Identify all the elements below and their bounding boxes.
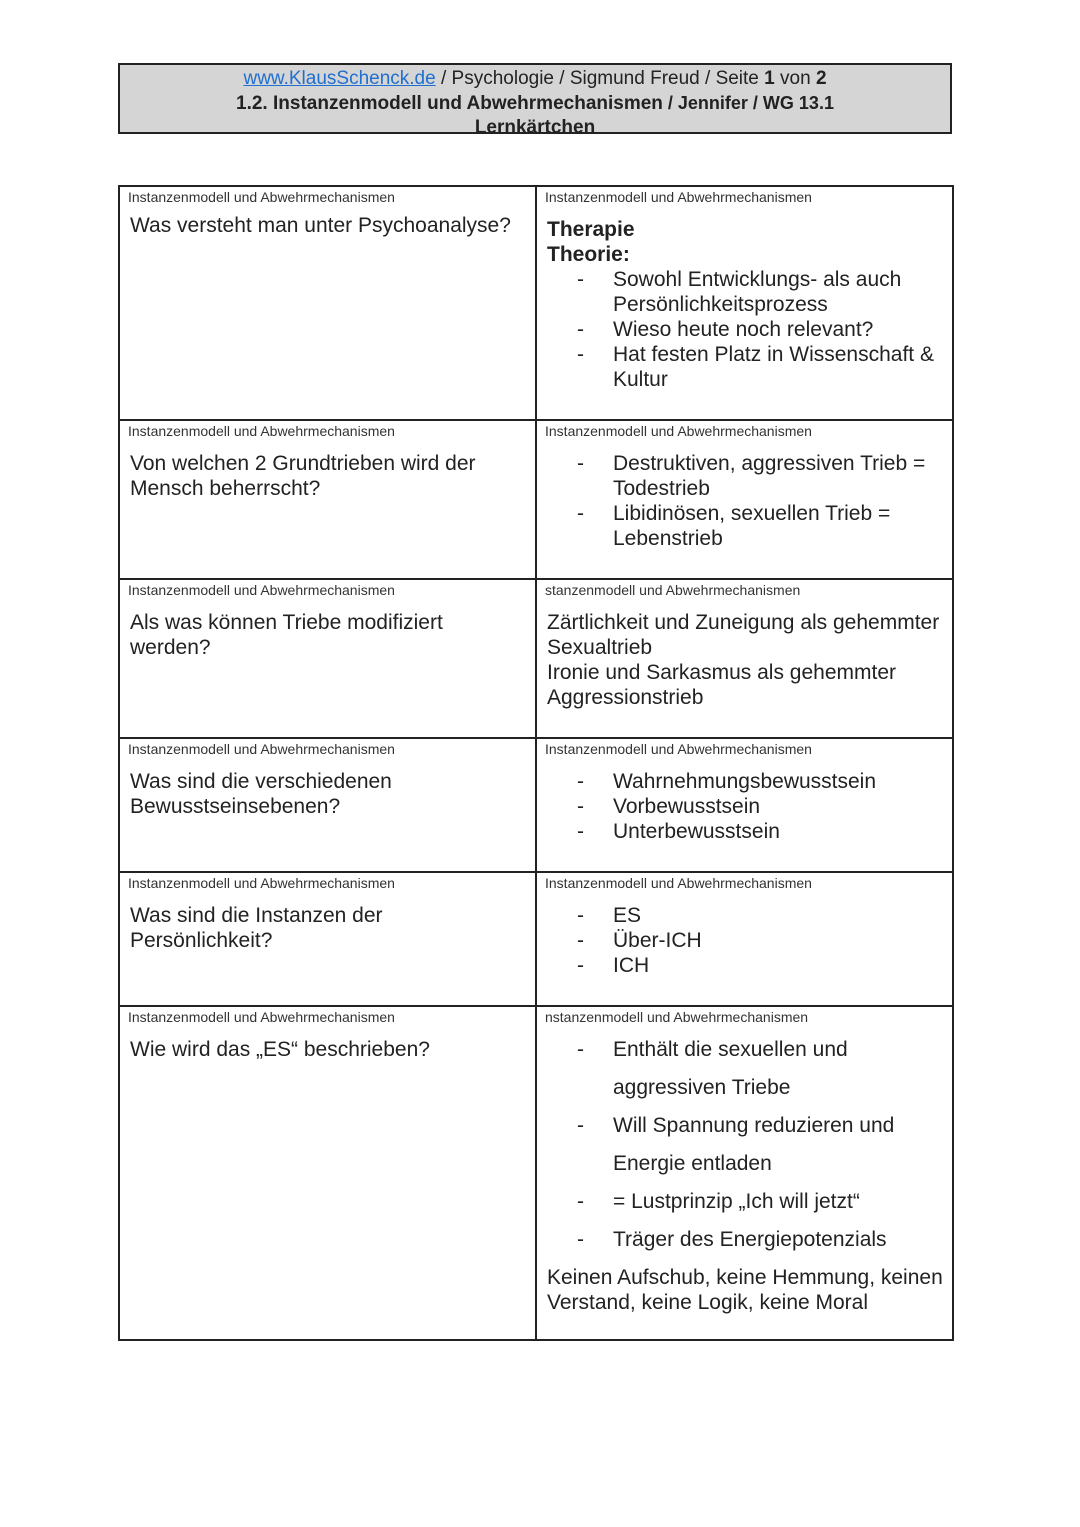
card-question-cell — [119, 186, 536, 420]
header-page-of: von — [774, 68, 816, 89]
card-answer — [537, 600, 952, 710]
answer-list — [547, 267, 944, 392]
list-item: - Vorbewusstsein — [577, 794, 944, 819]
answer-heading: Therapie — [547, 218, 635, 241]
card-caption: nstanzenmodell und Abwehrmechanismen — [545, 1009, 809, 1025]
card-answer-cell — [536, 738, 953, 872]
header-title-rest: / Jennifer / WG 13.1 — [662, 93, 834, 113]
flashcard-table — [118, 185, 954, 1341]
card-question-cell — [119, 872, 536, 1006]
card-question: Von welchen 2 Grundtrieben wird der Mensch beherrscht? — [130, 452, 476, 500]
answer-list — [547, 769, 944, 844]
list-item: - Libidinösen, sexuellen Trieb = Lebenstrieb — [577, 501, 944, 551]
header-path: / Psychologie / Sigmund Freud / Seite — [435, 68, 765, 89]
answer-list — [547, 903, 944, 978]
card-caption: stanzenmodell und Abwehrmechanismen — [545, 582, 801, 598]
card-question: Was sind die verschiedenen Bewusstseinsebenen? — [130, 770, 392, 818]
card-answer — [537, 1027, 952, 1315]
answer-line: Keinen Aufschub, keine Hemmung, keinen Verstand, keine Logik, keine Moral — [547, 1266, 943, 1314]
card-caption: Instanzenmodell und Abwehrmechanismen — [545, 875, 812, 891]
card-question-cell — [119, 420, 536, 579]
header-path-line — [120, 67, 950, 91]
card-question: Wie wird das „ES“ beschrieben? — [130, 1038, 430, 1061]
card-answer-cell — [536, 579, 953, 738]
card-row — [119, 420, 953, 579]
card-caption: Instanzenmodell und Abwehrmechanismen — [128, 1009, 395, 1025]
card-row — [119, 1006, 953, 1340]
list-item: - Enthält die sexuellen und aggressiven Triebe — [577, 1031, 944, 1107]
card-answer-cell — [536, 1006, 953, 1340]
answer-line: Ironie und Sarkasmus als gehemmter Aggressionstrieb — [547, 661, 896, 709]
card-question-cell — [119, 1006, 536, 1340]
header-page-total: 2 — [815, 68, 827, 89]
card-caption: Instanzenmodell und Abwehrmechanismen — [128, 189, 395, 205]
card-question: Was versteht man unter Psychoanalyse? — [130, 214, 511, 237]
list-item: - Will Spannung reduzieren und Energie entladen — [577, 1107, 944, 1183]
header-page: 1 — [764, 68, 775, 89]
header-title-line — [120, 91, 950, 116]
answer-heading: Theorie: — [547, 243, 630, 266]
card-answer-cell — [536, 186, 953, 420]
card-question: Als was können Triebe modifiziert werden? — [130, 611, 443, 659]
list-item: - Über-ICH — [577, 928, 944, 953]
card-answer-cell — [536, 872, 953, 1006]
answer-line: Zärtlichkeit und Zuneigung als gehemmter Sexualtrieb — [547, 611, 940, 659]
answer-list — [547, 451, 944, 551]
list-item: - Hat festen Platz in Wissenschaft & Kultur — [577, 342, 944, 392]
list-item: - Träger des Energiepotenzials — [577, 1221, 944, 1259]
page-header — [118, 63, 952, 138]
card-question-cell — [119, 579, 536, 738]
header-title: 1.2. Instanzenmodell und Abwehrmechanismen — [236, 93, 663, 114]
card-answer-cell — [536, 420, 953, 579]
card-caption: Instanzenmodell und Abwehrmechanismen — [128, 582, 395, 598]
card-row — [119, 738, 953, 872]
card-row — [119, 579, 953, 738]
list-item: - ES — [577, 903, 944, 928]
card-caption: Instanzenmodell und Abwehrmechanismen — [545, 189, 812, 205]
list-item: - Destruktiven, aggressiven Trieb = Todestrieb — [577, 451, 944, 501]
list-item: - Wieso heute noch relevant? — [577, 317, 944, 342]
card-question-cell — [119, 738, 536, 872]
card-answer — [537, 893, 952, 978]
card-answer — [537, 207, 952, 392]
card-answer — [537, 441, 952, 551]
list-item: - = Lustprinzip „Ich will jetzt“ — [577, 1183, 944, 1221]
card-caption: Instanzenmodell und Abwehrmechanismen — [128, 423, 395, 439]
card-caption: Instanzenmodell und Abwehrmechanismen — [128, 875, 395, 891]
card-row — [119, 186, 953, 420]
list-item: - Sowohl Entwicklungs- als auch Persönlichkeitsprozess — [577, 267, 944, 317]
list-item: - Unterbewusstsein — [577, 819, 944, 844]
card-caption: Instanzenmodell und Abwehrmechanismen — [545, 741, 812, 757]
list-item: - Wahrnehmungsbewusstsein — [577, 769, 944, 794]
card-caption: Instanzenmodell und Abwehrmechanismen — [128, 741, 395, 757]
card-row — [119, 872, 953, 1006]
card-question: Was sind die Instanzen der Persönlichkeit? — [130, 904, 383, 952]
card-answer — [537, 759, 952, 844]
list-item: - ICH — [577, 953, 944, 978]
header-subtitle: Lernkärtchen — [474, 117, 596, 138]
answer-list — [547, 1031, 944, 1259]
card-caption: Instanzenmodell und Abwehrmechanismen — [545, 423, 812, 439]
site-link[interactable]: www.KlausSchenck.de — [243, 68, 436, 89]
